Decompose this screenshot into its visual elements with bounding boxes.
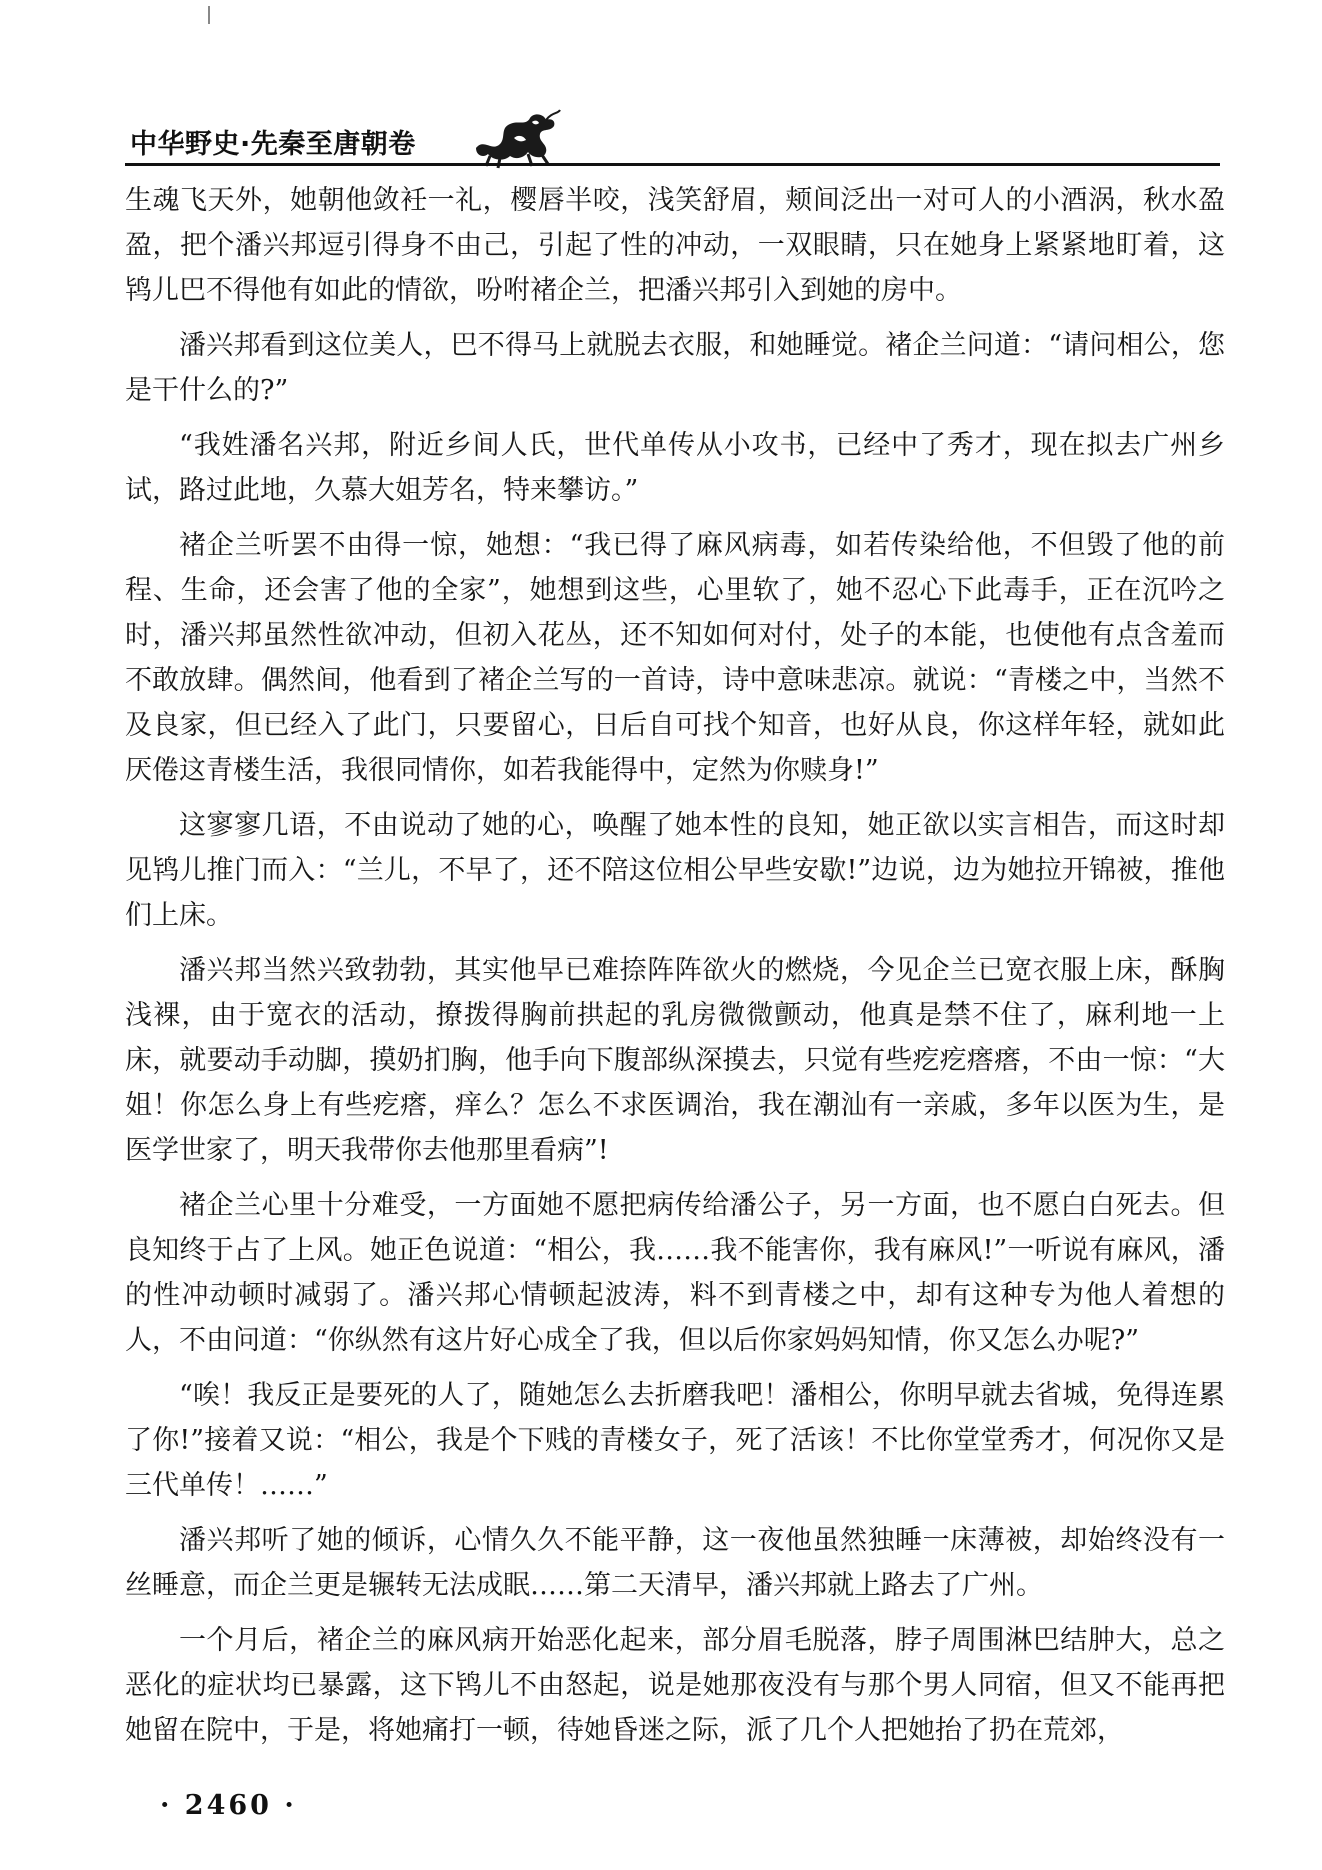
book-title: 中华野史·先秦至唐朝卷	[130, 129, 416, 160]
paragraph-7: 褚企兰心里十分难受，一方面她不愿把病传给潘公子，另一方面，也不愿白白死去。但良知终于占了上风。她正色说道：“相公，我……我不能害你，我有麻风!”一听说有麻风，潘的性冲动顿时减弱了。潘兴邦心情顿起波涛，料不到青楼之中，却有这种专为他人着想的人，不由问道：“你纵然有这片好心成全了我，但以后你家妈妈知情，你又怎么办呢?”	[125, 1190, 1225, 1356]
paragraph-8: “唉！我反正是要死的人了，随她怎么去折磨我吧！潘相公，你明早就去省城，免得连累了你!”接着又说：“相公，我是个下贱的青楼女子，死了活该！不比你堂堂秀才，何况你又是三代单传！……”	[125, 1380, 1225, 1501]
paragraph-3: “我姓潘名兴邦，附近乡间人氏，世代单传从小攻书，已经中了秀才，现在拟去广州乡试，路过此地，久慕大姐芳名，特来攀访。”	[125, 430, 1225, 506]
running-header	[125, 108, 1225, 180]
paragraph-2: 潘兴邦看到这位美人，巴不得马上就脱去衣服，和她睡觉。褚企兰问道：“请问相公，您是干什么的?”	[125, 330, 1225, 406]
paragraph-4: 褚企兰听罢不由得一惊，她想：“我已得了麻风病毒，如若传染给他，不但毁了他的前程、生命，还会害了他的全家”，她想到这些，心里软了，她不忍心下此毒手，正在沉吟之时，潘兴邦虽然性欲冲动，但初入花丛，还不知如何对付，处子的本能，也使他有点含羞而不敢放肆。偶然间，他看到了褚企兰写的一首诗，诗中意味悲凉。就说：“青楼之中，当然不及良家，但已经入了此门，只要留心，日后自可找个知音，也好从良，你这样年轻，就如此厌倦这青楼生活，我很同情你，如若我能得中，定然为你赎身!”	[125, 530, 1225, 786]
paragraph-1: 生魂飞天外，她朝他敛衽一礼，樱唇半咬，浅笑舒眉，颊间泛出一对可人的小酒涡，秋水盈盈，把个潘兴邦逗引得身不由己，引起了性的冲动，一双眼睛，只在她身上紧紧地盯着，这鸨儿巴不得他有如此的情欲，吩咐褚企兰，把潘兴邦引入到她的房中。	[125, 185, 1225, 306]
header-rule	[125, 163, 1220, 166]
paragraph-6: 潘兴邦当然兴致勃勃，其实他早已难捺阵阵欲火的燃烧，今见企兰已宽衣服上床，酥胸浅裸，由于宽衣的活动，撩拨得胸前拱起的乳房微微颤动，他真是禁不住了，麻利地一上床，就要动手动脚，摸奶扪胸，他手向下腹部纵深摸去，只觉有些疙疙瘩瘩，不由一惊：“大姐！你怎么身上有些疙瘩，痒么？怎么不求医调治，我在潮汕有一亲戚，多年以医为生，是医学世家了，明天我带你去他那里看病”!	[125, 955, 1225, 1166]
paragraph-5: 这寥寥几语，不由说动了她的心，唤醒了她本性的良知，她正欲以实言相告，而这时却见鸨儿推门而入：“兰儿，不早了，还不陪这位相公早些安歇!”边说，边为她拉开锦被，推他们上床。	[125, 810, 1225, 931]
dragon-icon	[470, 108, 562, 170]
body-text	[125, 178, 1225, 1763]
paragraph-9: 潘兴邦听了她的倾诉，心情久久不能平静，这一夜他虽然独睡一床薄被，却始终没有一丝睡意，而企兰更是辗转无法成眠……第二天清早，潘兴邦就上路去了广州。	[125, 1525, 1225, 1601]
paragraph-10: 一个月后，褚企兰的麻风病开始恶化起来，部分眉毛脱落，脖子周围淋巴结肿大，总之恶化的症状均已暴露，这下鸨儿不由怒起，说是她那夜没有与那个男人同宿，但又不能再把她留在院中，于是，将她痛打一顿，待她昏迷之际，派了几个人把她抬了扔在荒郊，	[125, 1625, 1225, 1746]
page-number: · 2460 ·	[160, 1790, 297, 1821]
scan-mark	[208, 6, 210, 24]
